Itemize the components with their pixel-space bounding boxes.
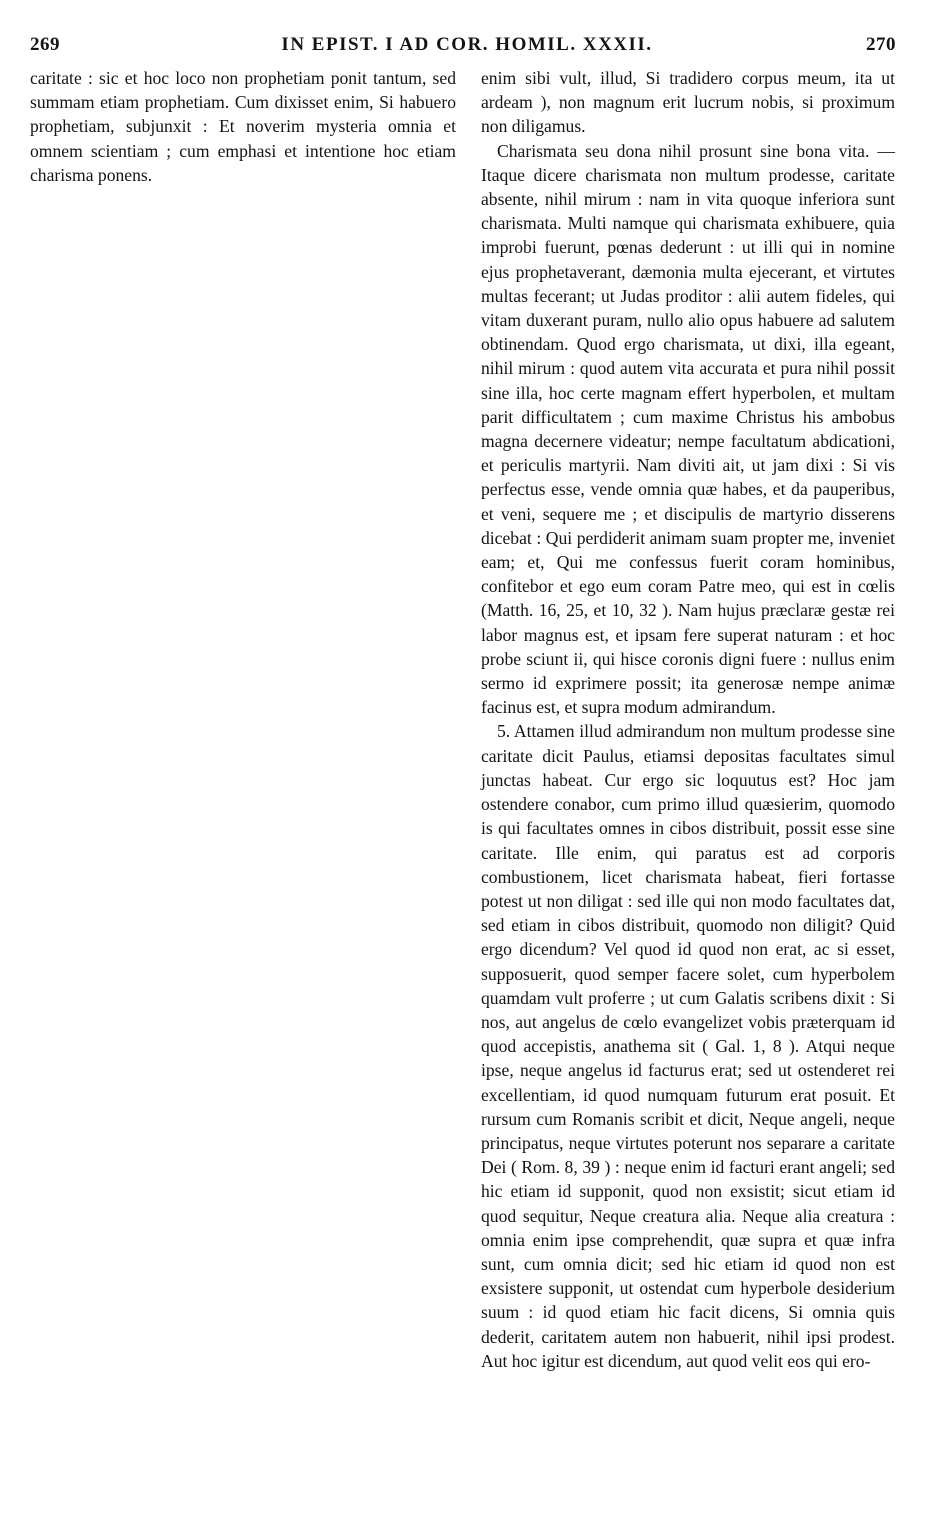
paragraph: 5. Attamen illud admirandum non multum prodesse sine caritate dicit Paulus, etiamsi depositas facultates simul junctas habeat. Cur ergo sic loquutus est? Hoc jam ostendere conabor, cum primo illud quæsierim, quomodo is qui facultates omnes in cibos distribuit, possit esse sine caritate. Ille enim, qui paratus est ad corporis combustionem, licet charismata habeat, fieri fortasse potest ut non diligat : sed ille qui non modo facultates dat, sed etiam in cibos distribuit, quomodo non diligit? Quid ergo dicendum? Vel quod id quod non erat, ac si esset, supposuerit, quod semper facere solet, cum hyperbolem quamdam vult proferre ; ut cum Galatis scribens dixit : Si nos, aut angelus de cœlo evangelizet vobis præterquam id quod accepistis, anathema sit ( Gal. 1, 8 ). Atqui neque ipse, neque angelus id facturus erat; sed ut ostenderet rei excellentiam, id quod numquam futurum erat posuit. Et rursum cum Romanis scribit et dicit, Neque angeli, neque principatus, neque virtutes poterunt nos separare a caritate Dei ( Rom. 8, 39 ) : neque enim id facturi erant angeli; sed hic etiam id supponit, quod non exsistit; sicut etiam id quod sequitur, Neque creatura alia. Neque alia creatura : omnia enim ipse comprehendit, quæ supra et quæ infra sunt, cum omnia dicit; sed hic etiam id quod non est exsistere supponit, ut ostendat cum hyperbole desiderium suum : id quod etiam hic facit dicens, Si omnia quis dederit, caritatem autem non habuerit, nihil ipsi prodest. Aut hoc igitur est dicendum, aut quod velit eos qui ero-: [481, 721, 895, 1371]
paragraph: enim sibi vult, illud, Si tradidero corpus meum, ita ut ardeam ), non magnum erit lucrum nobis, si proximum non diligamus.: [481, 68, 895, 137]
running-title: IN EPIST. I AD COR. HOMIL. XXXII.: [281, 34, 653, 55]
right-column: [481, 66, 895, 1373]
page-number-right: 270: [866, 34, 896, 55]
page-number-left: 269: [30, 34, 60, 55]
left-column: [30, 66, 456, 187]
paragraph: caritate : sic et hoc loco non prophetiam ponit tantum, sed summam etiam prophetiam. Cum dixisset enim, Si habuero prophetiam, subjunxit : Et noverim mysteria omnia et omnem scientiam ; cum emphasi et intentione hoc etiam charisma ponens.: [30, 68, 456, 185]
paragraph: Charismata seu dona nihil prosunt sine bona vita. — Itaque dicere charismata non multum prodesse, caritate absente, nihil mirum : nam in vita quoque inferiora sunt charismata. Multi namque qui charismata exhibuere, quia improbi fuerunt, pœnas dederunt : ut illi qui in nomine ejus prophetaverant, dæmonia multa ejecerant, et virtutes multas fecerant; ut Judas proditor : alii autem fideles, qui vitam duxerant puram, nullo alio opus habuere ad salutem obtinendam. Quod ergo charismata, ut dixi, illa egeant, nihil mirum : quod autem vita accurata et pura nihil possit sine illa, hoc certe magnam effert hyperbolen, et multam parit difficultatem ; cum maxime Christus his ambobus magna decernere videatur; nempe facultatum abdicationi, et periculis martyrii. Nam diviti ait, ut jam dixi : Si vis perfectus esse, vende omnia quæ habes, et da pauperibus, et veni, sequere me ; et discipulis de martyrio disserens dicebat : Qui perdiderit animam suam propter me, inveniet eam; et, Qui me confessus fuerit coram hominibus, confitebor et ego eum coram Patre meo, qui est in cœlis (Matth. 16, 25, et 10, 32 ). Nam hujus præclaræ gestæ rei labor magnus est, et ipsam fere superat naturam : et hoc probe sciunt ii, qui hisce coronis digni fuere : nullus enim sermo id exprimere possit; ita generosæ nempe animæ facinus est, et supra modum admirandum.: [481, 140, 895, 718]
